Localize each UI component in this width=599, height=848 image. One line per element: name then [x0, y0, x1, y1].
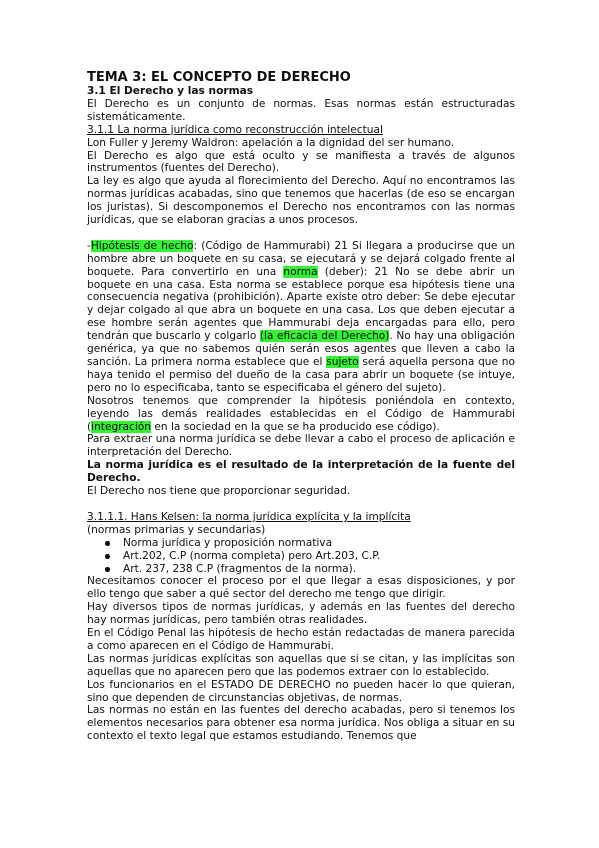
- text-run: . No hay una obligación genérica, ya que no sabemos quién serán esos agentes que lleven a cabo la sanción. La primera norma establece que el: [87, 330, 515, 369]
- paragraph: Los funcionarios en el ESTADO DE DERECHO no pueden hacer lo que quieran, sino que dependen de circunstancias objetivas, de normas.: [87, 678, 515, 704]
- text-run: será aquella persona que no haya tenido el permiso del dueño de la casa para abrir un boquete (se intuye, pero no lo especificaba, tanto se especificaba el género del sujeto).: [87, 356, 515, 394]
- highlight-integracion: integración: [91, 420, 152, 433]
- section-3-1-1-heading: 3.1.1 La norma jurídica como reconstrucción intelectual: [87, 123, 383, 136]
- text-run: en la sociedad en la que se ha producido ese código).: [151, 420, 440, 433]
- paragraph: Las normas jurídicas explícitas son aquellas que si se citan, y las implícitas son aquellas que no aparecen pero que las podemos extraer con lo establecido.: [87, 652, 515, 678]
- context-paragraph: [87, 395, 515, 434]
- paragraph: La ley es algo que ayuda al florecimiento del Derecho. Aquí no encontramos las normas jurídicas acabadas, sino que tenemos que hacerlas (de eso se encargan los juristas). Si descomponemos el Derecho nos encontramos con las normas jurídicas, que se elaboran gracias a unos procesos.: [87, 175, 515, 227]
- highlight-eficacia: (la eficacia del Derecho): [259, 330, 390, 343]
- document-title: TEMA 3: EL CONCEPTO DE DERECHO: [87, 70, 351, 85]
- paragraph: Hay diversos tipos de normas jurídicas, y además en las fuentes del derecho hay normas jurídicas, pero también otras realidades.: [87, 601, 515, 627]
- paragraph: El Derecho es un conjunto de normas. Esas normas están estructuradas sistemáticamente.: [87, 97, 515, 123]
- blank-line: [87, 498, 515, 511]
- list-item: Norma jurídica y proposición normativa: [123, 537, 515, 550]
- blank-line: [87, 227, 515, 240]
- paragraph: Lon Fuller y Jeremy Waldron: apelación a la dignidad del ser humano.: [87, 136, 455, 149]
- text-run: Nosotros tenemos que comprender la hipótesis poniéndola en contexto, leyendo las demás realidades establecidas en el Código de Hammurabi (: [87, 394, 515, 433]
- paragraph: (normas primarias y secundarias): [87, 523, 266, 536]
- highlight-hipotesis: Hipótesis de hecho: [90, 239, 194, 252]
- paragraph: Necesitamos conocer el proceso por el que llegar a esas disposiciones, y por ello tengo que saber a qué sector del derecho me tengo que dirigir.: [87, 575, 515, 601]
- text-run: : (Código de Hammurabi) 21 Si llegara a producirse que un hombre abre un boquete en su casa, se ejecutará y se dejará colgado frente al boquete. Para convertirlo en una: [87, 239, 516, 278]
- section-3-1-1-1-heading: 3.1.1.1. Hans Kelsen: la norma jurídica explícita y la implícita: [87, 510, 411, 523]
- paragraph: Las normas no están en las fuentes del derecho acabadas, pero si tenemos los elementos necesarios para obtener esa norma jurídica. Nos obliga a situar en su contexto el texto legal que estamos estudiando. Tenemos que: [87, 704, 515, 743]
- highlight-sujeto: sujeto: [326, 356, 359, 369]
- dash: -: [87, 239, 91, 252]
- paragraph: El Derecho nos tiene que proporcionar seguridad.: [87, 485, 351, 498]
- highlight-norma: norma: [283, 265, 318, 278]
- list-item: Art. 237, 238 C.P (fragmentos de la norma).: [123, 563, 515, 576]
- section-3-1-heading: 3.1 El Derecho y las normas: [87, 85, 254, 97]
- text-run: (deber): 21 No se debe abrir un boquete en una casa. Esta norma se establece porque esa hipótesis tiene una consecuencia negativa (prohibición). Aparte existe otro deber: Se debe ejecutar y dejar colgado al que abra un boquete en una casa. Los que deben ejecutar a ese hombre serán agentes que Hammurabi deja encargadas para ello, pero tendrán que buscarlo y colgarlo: [87, 265, 515, 343]
- list-item: Art.202, C.P (norma completa) pero Art.203, C.P.: [123, 550, 515, 563]
- hypothesis-paragraph: [87, 240, 515, 395]
- paragraph: Para extraer una norma jurídica se debe llevar a cabo el proceso de aplicación e interpretación del Derecho.: [87, 433, 515, 459]
- paragraph: En el Código Penal las hipótesis de hecho están redactadas de manera parecida a como aparecen en el Código de Hammurabi.: [87, 627, 515, 652]
- paragraph: El Derecho es algo que está oculto y se manifiesta a través de algunos instrumentos (fuentes del Derecho).: [87, 149, 515, 175]
- bold-statement: La norma jurídica es el resultado de la interpretación de la fuente del Derecho.: [87, 459, 515, 485]
- bullet-list: [87, 537, 515, 576]
